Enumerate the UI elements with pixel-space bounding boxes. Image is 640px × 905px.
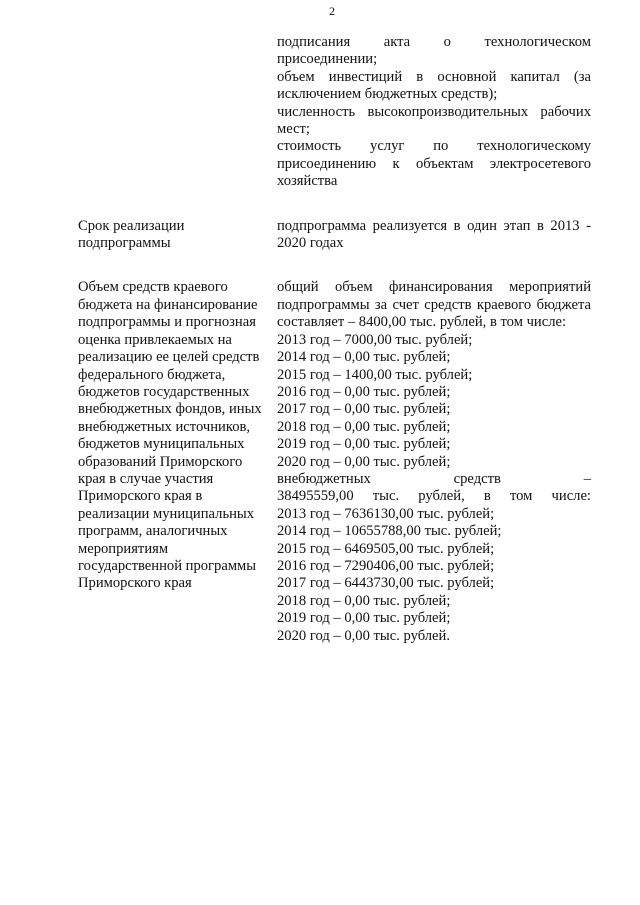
funding-intro-line: общий объем финансирования мероприятий [277,279,591,296]
extrabudget-year-line: 2016 год – 7290406,00 тыс. рублей; [277,557,495,574]
funding-label-cell [78,279,277,592]
extrabudget-year-line: 2019 год – 0,00 тыс. рублей; [277,610,451,627]
funding-label-line: оценка привлекаемых на [78,331,232,348]
indicator-item [277,138,591,190]
subprogram-passport-table [78,34,591,645]
regional-year-line: 2014 год – 0,00 тыс. рублей; [277,349,451,366]
extrabudget-year-line: 2014 год – 10655788,00 тыс. рублей; [277,523,502,540]
indicators-continuation-row [78,34,591,191]
funding-label-line: внебюджетных фондов, иных [78,401,262,418]
extrabudget-year-line: 2013 год – 7636130,00 тыс. рублей; [277,505,495,522]
regional-year-line: 2015 год – 1400,00 тыс. рублей; [277,366,473,383]
regional-year-line: 2013 год – 7000,00 тыс. рублей; [277,331,473,348]
funding-label-line: подпрограммы и прогнозная [78,314,256,331]
funding-label-line: государственной программы [78,557,257,574]
term-label-line: Срок реализации [78,217,185,234]
regional-year-line: 2018 год – 0,00 тыс. рублей; [277,418,451,435]
funding-label-line: реализации муниципальных [78,505,255,522]
funding-row [78,279,591,645]
indicators-value-cell [277,34,591,191]
funding-label-line: бюджетов муниципальных [78,436,245,453]
indicator-line: присоединению к объектам электросетевого [277,155,591,172]
indicator-item [277,69,591,104]
funding-label-line: образований Приморского [78,453,243,470]
funding-label-line: Приморского края в [78,488,203,505]
funding-label-line: бюджетов государственных [78,383,250,400]
funding-label-line: бюджета на финансирование [78,296,258,313]
funding-intro-line: составляет – 8400,00 тыс. рублей, в том числе: [277,314,567,331]
funding-label-line: Приморского края [78,575,192,592]
regional-year-line: 2020 год – 0,00 тыс. рублей; [277,453,451,470]
indicator-item [277,104,591,139]
funding-label-line: мероприятиям [78,540,169,557]
extrabudget-year-line: 2018 год – 0,00 тыс. рублей; [277,592,451,609]
regional-year-line: 2019 год – 0,00 тыс. рублей; [277,436,451,453]
term-value-line: подпрограмма реализуется в один этап в 2013 - [277,217,591,234]
funding-label-line: внебюджетных источников, [78,418,251,435]
indicator-line: присоединении; [277,51,378,68]
funding-label-line: Объем средств краевого [78,279,228,296]
regional-year-line: 2016 год – 0,00 тыс. рублей; [277,383,451,400]
extrabudget-year-line: 2015 год – 6469505,00 тыс. рублей; [277,540,495,557]
term-row [78,218,591,253]
term-label-cell [78,218,277,253]
extrabudget-intro-line: 38495559,00 тыс. рублей, в том числе: [277,488,591,505]
funding-intro-line: подпрограммы за счет средств краевого бюджета [277,296,591,313]
funding-label-line: реализацию ее целей средств [78,349,260,366]
funding-label-line: федерального бюджета, [78,366,226,383]
indicator-line: исключением бюджетных средств); [277,86,498,103]
indicator-line: мест; [277,121,310,138]
page-number: 2 [329,4,335,18]
indicator-item [277,34,591,69]
extrabudget-year-line: 2017 год – 6443730,00 тыс. рублей; [277,575,495,592]
indicator-line: подписания акта о технологическом [277,34,591,50]
funding-value-cell [277,279,591,645]
funding-label-line: края в случае участия [78,470,214,487]
indicator-line: численность высокопроизводительных рабочих [277,103,591,120]
funding-label-line: программ, аналогичных [78,523,228,540]
extrabudget-intro-line: внебюджетных средств – [277,470,591,487]
indicator-line: объем инвестиций в основной капитал (за [277,68,591,85]
term-label-line: подпрограммы [78,235,171,252]
extrabudget-year-line: 2020 год – 0,00 тыс. рублей. [277,627,450,644]
term-value-line: 2020 годах [277,235,344,252]
indicator-line: стоимость услуг по технологическому [277,138,591,155]
regional-year-line: 2017 год – 0,00 тыс. рублей; [277,401,451,418]
indicator-line: хозяйства [277,173,338,190]
term-value-cell [277,218,591,253]
